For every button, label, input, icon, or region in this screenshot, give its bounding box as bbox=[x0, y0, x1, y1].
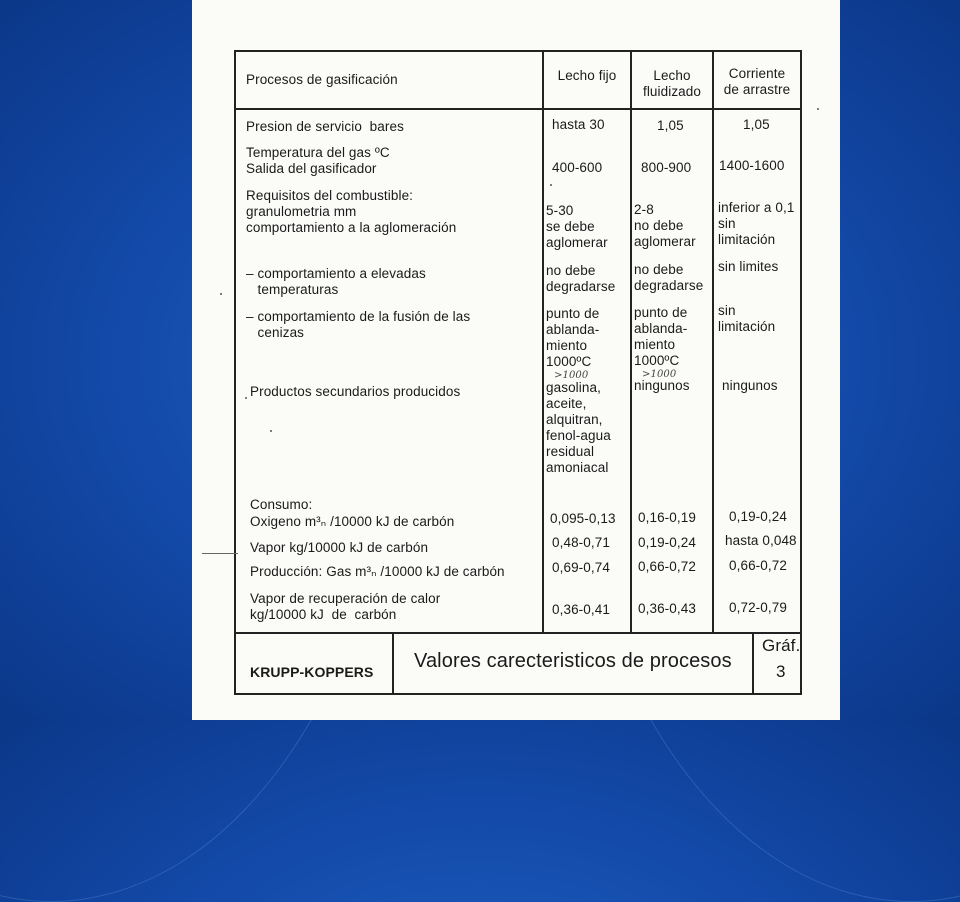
cell-requisitos-entrained: inferior a 0,1 sin limitación bbox=[718, 200, 795, 247]
cell-presion-fluid: 1,05 bbox=[657, 118, 684, 133]
scan-mark bbox=[202, 553, 238, 554]
cell-oxigeno-fixed: 0,095-0,13 bbox=[550, 511, 616, 526]
row-label-produccion: Producción: Gas m³ₙ /10000 kJ de carbón bbox=[250, 564, 505, 579]
cell-produccion-fixed: 0,69-0,74 bbox=[552, 560, 610, 575]
header-fixed-bed: Lecho fijo bbox=[557, 68, 617, 83]
graph-number: 3 bbox=[776, 662, 786, 681]
cell-vapor-entrained: hasta 0,048 bbox=[725, 533, 797, 548]
row-label-recuperacion: Vapor de recuperación de calor kg/10000 kJ de carbón bbox=[250, 591, 441, 622]
cell-temperatura-entrained: 1400-1600 bbox=[719, 158, 785, 173]
row-label-oxigeno: Oxigeno m³ₙ /10000 kJ de carbón bbox=[250, 514, 455, 529]
row-label-vapor: Vapor kg/10000 kJ de carbón bbox=[250, 540, 429, 555]
cell-productos-fluid: ningunos bbox=[634, 378, 690, 393]
scan-speck bbox=[817, 108, 819, 110]
cell-vapor-fluid: 0,19-0,24 bbox=[638, 535, 696, 550]
graph-label: Gráf. bbox=[762, 636, 801, 655]
cell-temperatura-fluid: 800-900 bbox=[641, 160, 692, 175]
footer-brand: KRUPP-KOPPERS bbox=[250, 664, 374, 680]
cell-productos-fixed: gasolina, aceite, alquitran, fenol-agua residual amoniacal bbox=[546, 380, 611, 475]
cell-recuperacion-entrained: 0,72-0,79 bbox=[729, 600, 787, 615]
header-entrained-flow: Corriente de arrastre bbox=[723, 66, 791, 97]
cell-fusion-entrained: sin limitación bbox=[718, 303, 776, 334]
divider bbox=[630, 50, 632, 633]
cell-fusion-fluid: punto de ablanda- miento 1000ºC bbox=[634, 305, 688, 368]
cell-elevadas-fluid: no debe degradarse bbox=[634, 262, 704, 293]
cell-vapor-fixed: 0,48-0,71 bbox=[552, 535, 610, 550]
cell-productos-entrained: ningunos bbox=[722, 378, 778, 393]
cell-presion-fixed: hasta 30 bbox=[552, 117, 605, 132]
divider bbox=[752, 632, 754, 695]
header-processes: Procesos de gasificación bbox=[246, 72, 398, 87]
divider bbox=[712, 50, 714, 633]
cell-elevadas-fixed: no debe degradarse bbox=[546, 263, 616, 294]
scanned-table-page bbox=[192, 0, 840, 720]
header-fluidized-bed: Lecho fluidizado bbox=[642, 68, 702, 99]
cell-fusion-fixed: punto de ablanda- miento 1000ºC bbox=[546, 306, 600, 369]
handwritten-note: >1000 bbox=[554, 370, 589, 381]
cell-elevadas-entrained: sin limites bbox=[718, 259, 779, 274]
footer-title: Valores carecteristicos de procesos bbox=[414, 650, 732, 672]
cell-presion-entrained: 1,05 bbox=[743, 117, 770, 132]
cell-oxigeno-fluid: 0,16-0,19 bbox=[638, 510, 696, 525]
row-label-productos: Productos secundarios producidos bbox=[250, 384, 461, 399]
cell-oxigeno-entrained: 0,19-0,24 bbox=[729, 509, 787, 524]
divider bbox=[542, 50, 544, 633]
cell-recuperacion-fluid: 0,36-0,43 bbox=[638, 601, 696, 616]
scan-speck bbox=[245, 397, 247, 399]
handwritten-note: >1000 bbox=[642, 369, 677, 380]
row-label-fusion: – comportamiento de la fusión de las cenizas bbox=[246, 309, 471, 340]
cell-produccion-entrained: 0,66-0,72 bbox=[729, 558, 787, 573]
row-label-elevadas: – comportamiento a elevadas temperaturas bbox=[246, 266, 426, 297]
divider bbox=[234, 632, 802, 634]
cell-requisitos-fluid: 2-8 no debe aglomerar bbox=[634, 202, 696, 249]
row-label-presion: Presion de servicio bares bbox=[246, 119, 404, 134]
cell-requisitos-fixed: 5-30 se debe aglomerar bbox=[546, 203, 608, 250]
cell-produccion-fluid: 0,66-0,72 bbox=[638, 559, 696, 574]
row-label-consumo: Consumo: bbox=[250, 497, 313, 512]
divider bbox=[234, 108, 802, 110]
cell-temperatura-fixed: 400-600 bbox=[552, 160, 603, 175]
scan-speck bbox=[270, 430, 272, 432]
row-label-requisitos: Requisitos del combustible: granulometria mm comportamiento a la aglomeración bbox=[246, 188, 457, 235]
scan-speck bbox=[550, 184, 552, 186]
cell-recuperacion-fixed: 0,36-0,41 bbox=[552, 602, 610, 617]
scan-speck bbox=[220, 293, 222, 295]
row-label-temperatura: Temperatura del gas ºC Salida del gasificador bbox=[246, 145, 390, 176]
divider bbox=[392, 632, 394, 695]
